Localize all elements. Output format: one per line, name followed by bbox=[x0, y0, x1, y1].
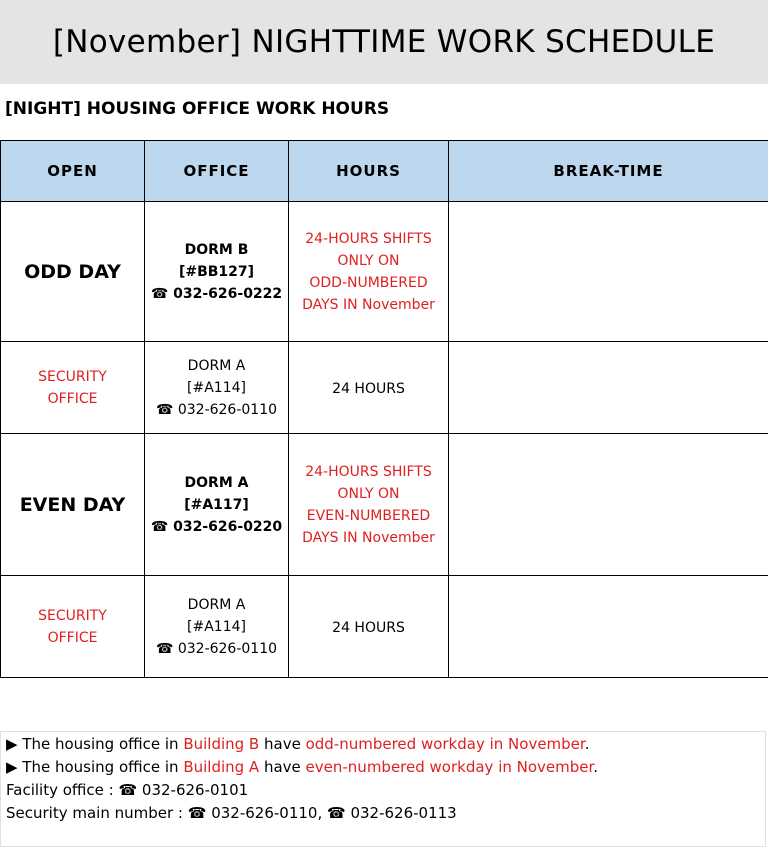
break-time-cell bbox=[449, 576, 768, 678]
break-time-cell bbox=[449, 202, 768, 342]
security-label: SECURITY bbox=[38, 368, 107, 385]
hours-line: ODD-NUMBERED bbox=[309, 274, 428, 291]
header-office: OFFICE bbox=[145, 141, 289, 202]
hours-value: 24 HOURS bbox=[332, 381, 405, 397]
hours-line: ONLY ON bbox=[337, 485, 400, 502]
security-label: OFFICE bbox=[47, 390, 98, 407]
header-break-time: BREAK-TIME bbox=[449, 141, 768, 202]
security-label: SECURITY bbox=[38, 607, 107, 624]
table-row bbox=[1, 576, 768, 678]
office-cell bbox=[145, 576, 289, 678]
building-name: Building A bbox=[183, 758, 260, 776]
note-security-number: Security main number : ☎ 032-626-0110, ☎ 032-626-0113 bbox=[6, 804, 457, 822]
workday-text: even-numbered workday in November bbox=[305, 758, 594, 776]
hours-cell bbox=[289, 576, 449, 678]
phone-number: ☎ 032-626-0110 bbox=[155, 640, 278, 657]
dorm-name: DORM A bbox=[187, 596, 246, 613]
dorm-name: DORM A bbox=[184, 474, 249, 491]
hours-line: DAYS IN November bbox=[302, 296, 435, 313]
security-label: OFFICE bbox=[47, 629, 98, 646]
schedule-table bbox=[0, 140, 768, 678]
room-number: [#A114] bbox=[187, 618, 246, 635]
header-row bbox=[1, 141, 768, 202]
table-row bbox=[1, 434, 768, 576]
dorm-name: DORM A bbox=[187, 357, 246, 374]
hours-cell bbox=[289, 434, 449, 576]
table-row bbox=[1, 202, 768, 342]
page-title: [November] NIGHTTIME WORK SCHEDULE bbox=[52, 24, 716, 60]
hours-line: ONLY ON bbox=[337, 252, 400, 269]
note-building-b: ▶ The housing office in Building B have odd-numbered workday in November. bbox=[6, 735, 590, 753]
dorm-name: DORM B bbox=[184, 241, 249, 258]
note-building-a: ▶ The housing office in Building A have even-numbered workday in November. bbox=[6, 758, 599, 776]
break-time-cell bbox=[449, 342, 768, 434]
open-cell bbox=[1, 576, 145, 678]
hours-line: DAYS IN November bbox=[302, 529, 435, 546]
office-cell bbox=[145, 434, 289, 576]
office-cell bbox=[145, 202, 289, 342]
workday-text: odd-numbered workday in November bbox=[305, 735, 585, 753]
hours-cell bbox=[289, 342, 449, 434]
notes-box bbox=[0, 731, 766, 847]
header-open: OPEN bbox=[1, 141, 145, 202]
open-cell bbox=[1, 434, 145, 576]
day-label: ODD DAY bbox=[24, 260, 121, 283]
title-bar bbox=[0, 0, 768, 84]
break-time-cell bbox=[449, 434, 768, 576]
header-hours: HOURS bbox=[289, 141, 449, 202]
open-cell bbox=[1, 342, 145, 434]
hours-value: 24 HOURS bbox=[332, 620, 405, 636]
phone-number: ☎ 032-626-0110 bbox=[155, 401, 278, 418]
section-subtitle: [NIGHT] HOUSING OFFICE WORK HOURS bbox=[5, 99, 390, 119]
phone-number: ☎ 032-626-0222 bbox=[150, 285, 283, 302]
room-number: [#A114] bbox=[187, 379, 246, 396]
phone-number: ☎ 032-626-0220 bbox=[150, 518, 283, 535]
room-number: [#A117] bbox=[184, 496, 249, 513]
hours-cell bbox=[289, 202, 449, 342]
table-row bbox=[1, 342, 768, 434]
hours-line: 24-HOURS SHIFTS bbox=[305, 463, 432, 480]
open-cell bbox=[1, 202, 145, 342]
hours-line: 24-HOURS SHIFTS bbox=[305, 230, 432, 247]
room-number: [#BB127] bbox=[178, 263, 255, 280]
office-cell bbox=[145, 342, 289, 434]
building-name: Building B bbox=[183, 735, 260, 753]
day-label: EVEN DAY bbox=[19, 493, 126, 516]
hours-line: EVEN-NUMBERED bbox=[306, 507, 431, 524]
note-facility-office: Facility office : ☎ 032-626-0101 bbox=[6, 781, 249, 799]
